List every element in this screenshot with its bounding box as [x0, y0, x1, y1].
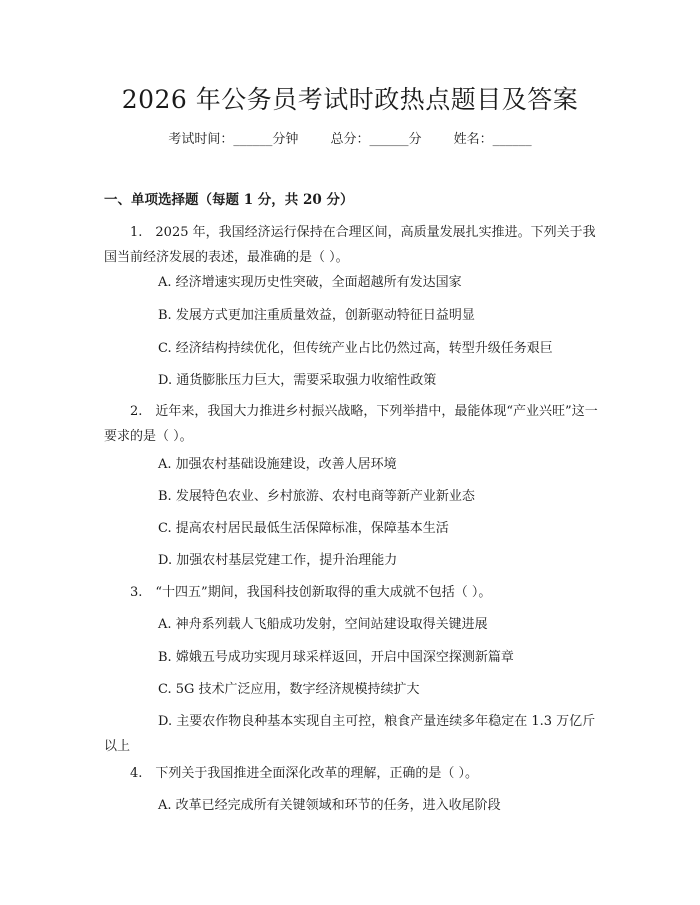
question-stem: 2. 近年来，我国大力推进乡村振兴战略，下列举措中，最能体现“产业兴旺”这一要求的是（ ）。	[104, 404, 598, 444]
question-1-option-a: A. 经济增速实现历史性突破，全面超越所有发达国家	[158, 275, 462, 290]
question-2-option-c: C. 提高农村居民最低生活保障标准，保障基本生活	[158, 521, 449, 536]
question-4	[104, 761, 602, 786]
section-heading: 一、单项选择题（每题 1 分，共 20 分）	[104, 192, 354, 208]
question-stem: 4. 下列关于我国推进全面深化改革的理解，正确的是（ ）。	[130, 766, 479, 781]
question-stem: 1. 2025 年，我国经济运行保持在合理区间，高质量发展扎实推进。下列关于我国当前经济发展的表述，最准确的是（ ）。	[104, 225, 596, 265]
exam-info	[0, 130, 700, 150]
question-1-option-c: C. 经济结构持续优化，但传统产业占比仍然过高，转型升级任务艰巨	[158, 341, 553, 356]
question-1-option-b: B. 发展方式更加注重质量效益，创新驱动特征日益明显	[158, 308, 475, 323]
question-3-option-c: C. 5G 技术广泛应用，数字经济规模持续扩大	[158, 682, 420, 697]
question-2-option-b: B. 发展特色农业、乡村旅游、农村电商等新产业新业态	[158, 489, 475, 504]
exam-time-field: 考试时间：______分钟	[168, 132, 299, 147]
question-3-option-b: B. 嫦娥五号成功实现月球采样返回，开启中国深空探测新篇章	[158, 650, 514, 665]
question-2	[104, 399, 602, 449]
question-3-option-a: A. 神舟系列载人飞船成功发射，空间站建设取得关键进展	[158, 617, 488, 632]
name-field: 姓名：______	[453, 132, 532, 147]
question-1	[104, 220, 602, 270]
question-2-option-a: A. 加强农村基础设施建设，改善人居环境	[158, 457, 397, 472]
total-score-field: 总分：______分	[330, 132, 422, 147]
question-1-option-d: D. 通货膨胀压力巨大，需要采取强力收缩性政策	[158, 373, 437, 388]
question-4-option-a: A. 改革已经完成所有关键领域和环节的任务，进入收尾阶段	[158, 798, 501, 813]
question-3	[104, 580, 602, 605]
question-stem: 3. “十四五”期间，我国科技创新取得的重大成就不包括（ ）。	[130, 585, 492, 600]
question-3-option-d: D. 主要农作物良种基本实现自主可控，粮食产量连续多年稳定在 1.3 万亿斤以上	[104, 714, 596, 754]
question-2-option-d: D. 加强农村基层党建工作，提升治理能力	[158, 553, 398, 568]
page-title: 2026 年公务员考试时政热点题目及答案	[121, 85, 579, 114]
